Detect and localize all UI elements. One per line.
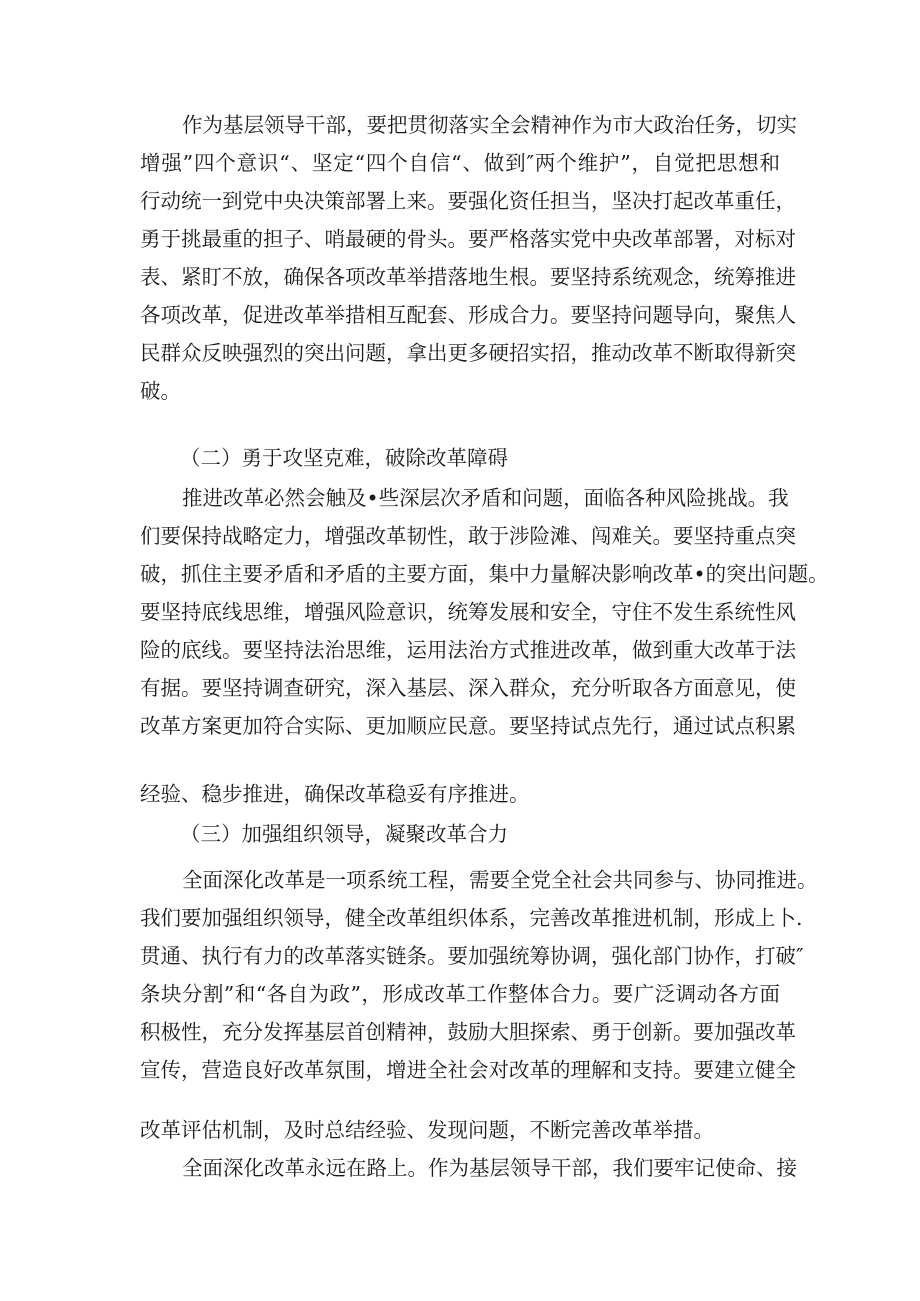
text-line: 宣传，营造良好改革氛围，增进全社会对改革的理解和支持。要建立健全 [140, 1058, 796, 1082]
text-line: 经验、稳步推进，确保改革稳妥有序推进。 [140, 782, 530, 806]
text-line: 增强”四个意识“、坚定“四个自信“、做到″两个维护”，自觉把思想和 [140, 151, 780, 175]
section-heading-2: （二）勇于攻坚克难，破除改革障碍 [180, 446, 508, 470]
text-line: 表、紧盯不放，确保各项改革举措落地生根。要坚持系统观念，统筹推进 [140, 265, 796, 289]
text-line: 全面深化改革永远在路上。作为基层领导干部，我们要牢记使命、接 [182, 1156, 797, 1180]
text-line: 要坚持底线思维，增强风险意识，统筹发展和安全，守住不发生系统性风 [140, 600, 796, 624]
text-line: 推进改革必然会触及•些深层次矛盾和问题，面临各种风险挑战。我 [182, 486, 789, 510]
text-line: 改革评估机制，及时总结经验、发现问题，不断完善改革举措。 [140, 1118, 714, 1142]
text-line: 们要保持战略定力，增强改革韧性，敢于涉险滩、闯难关。要坚持重点突 [140, 524, 796, 548]
text-line: 有据。要坚持调查研究，深入基层、深入群众，充分听取各方面意见，使 [140, 676, 796, 700]
text-line: 我们要加强组织领导，健全改革组织体系，完善改革推进机制，形成上卜. [140, 906, 803, 930]
text-line: 改革方案更加符合实际、更加顺应民意。要坚持试点先行，通过试点积累 [140, 714, 796, 738]
text-line: 贯通、执行有力的改革落实链条。要加强统筹协调，强化部门协作，打破″ [140, 944, 804, 968]
text-line: 破，抓住主要矛盾和矛盾的主要方面，集中力量解决影响改革•的突出问题。 [140, 562, 829, 586]
text-line: 勇于挑最重的担子、哨最硬的骨头。要严格落实党中央改革部署，对标对 [140, 227, 796, 251]
text-line: 各项改革，促进改革举措相互配套、形成合力。要坚持问题导向，聚焦人 [140, 303, 796, 327]
text-line: 行动统一到党中央决策部署上来。要强化资任担当，坚决打起改革重任， [140, 189, 796, 213]
text-line: 民群众反映强烈的突出问题，拿出更多硬招实招，推动改革不断取得新突 [140, 341, 796, 365]
text-line: 险的底线。要坚持法治思维，运用法治方式推进改革，做到重大改革于法 [140, 638, 796, 662]
text-line: 条块分割”和“各自为政”，形成改革工作整体合力。要广泛调动各方面 [140, 982, 780, 1006]
text-line: 破。 [140, 379, 181, 403]
section-heading-3: （三）加强组织领导，凝聚改革合力 [180, 822, 508, 846]
text-line: 积极性，充分发挥基层首创精神，鼓励大胆探索、勇于创新。要加强改革 [140, 1020, 796, 1044]
text-line: 作为基层领导干部，要把贯彻落实全会精神作为市大政治任务，切实 [182, 113, 797, 137]
text-line: 全面深化改革是一项系统工程，需要全党全社会共同参与、协同推进。 [182, 868, 818, 892]
